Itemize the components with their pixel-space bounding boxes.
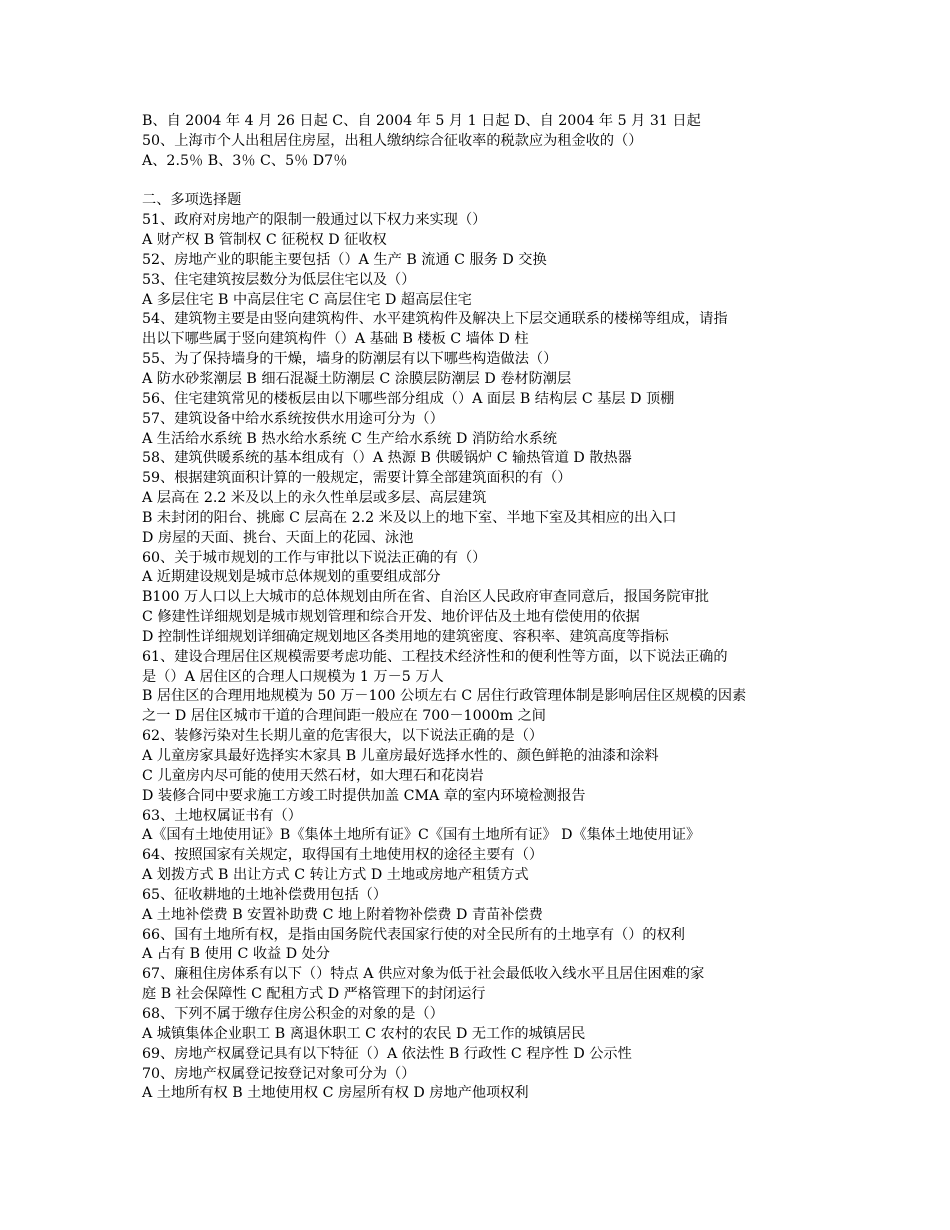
answer-options: A 层高在 2.2 米及以上的永久性单层或多层、高层建筑 (142, 490, 487, 507)
document-body (142, 112, 814, 1104)
answer-options: A、2.5％ B、3％ C、5％ D7％ (142, 152, 348, 169)
question-text: 55、为了保持墙身的干燥，墙身的防潮层有以下哪些构造做法（） (142, 351, 558, 368)
answer-options: C 儿童房内尽可能的使用天然石材，如大理石和花岗岩 (142, 767, 484, 784)
question-text: 57、建筑设备中给水系统按供水用途可分为（） (142, 410, 444, 427)
answer-options: A 土地所有权 B 土地使用权 C 房屋所有权 D 房地产他项权利 (142, 1085, 529, 1102)
answer-options: B 未封闭的阳台、挑廊 C 层高在 2.2 米及以上的地下室、半地下室及其相应的出入口 (142, 509, 677, 526)
question-text: 59、根据建筑面积计算的一般规定，需要计算全部建筑面积的有（） (142, 470, 572, 487)
text-line: 是（）A 居住区的合理人口规模为 1 万－5 万人 (142, 668, 444, 685)
question-text: 62、装修污染对生长期儿童的危害很大，以下说法正确的是（） (142, 728, 544, 745)
question-text: 60、关于城市规划的工作与审批以下说法正确的有（） (142, 549, 487, 566)
answer-options: A《国有土地使用证》B《集体土地所有证》C《国有土地所有证》 D《集体土地使用证》 (142, 827, 701, 844)
question-text: 61、建设合理居住区规模需要考虑功能、工程技术经济性和的便利性等方面，以下说法正确的 (142, 648, 728, 665)
answer-options: A 生活给水系统 B 热水给水系统 C 生产给水系统 D 消防给水系统 (142, 430, 557, 447)
text-line: 庭 B 社会保障性 C 配租方式 D 严格管理下的封闭运行 (142, 986, 486, 1003)
answer-options: A 土地补偿费 B 安置补助费 C 地上附着物补偿费 D 青苗补偿费 (142, 906, 543, 923)
question-text: 66、国有土地所有权，是指由国务院代表国家行使的对全民所有的土地享有（）的权利 (142, 926, 685, 943)
blank-line (142, 172, 814, 192)
question-text: 67、廉租住房体系有以下（）特点 A 供应对象为低于社会最低收入线水平且居住困难的家 (142, 966, 705, 983)
answer-options: A 多层住宅 B 中高层住宅 C 高层住宅 D 超高层住宅 (142, 291, 472, 308)
question-text: 56、住宅建筑常见的楼板层由以下哪些部分组成（）A 面层 B 结构层 C 基层 D 顶棚 (142, 390, 675, 407)
answer-options: B、自 2004 年 4 月 26 日起 C、自 2004 年 5 月 1 日起 D、自 2004 年 5 月 31 日起 (142, 113, 701, 129)
question-text: 65、征收耕地的土地补偿费用包括（） (142, 886, 388, 903)
answer-options: A 近期建设规划是城市总体规划的重要组成部分 (142, 569, 441, 586)
question-text: 51、政府对房地产的限制一般通过以下权力来实现（） (142, 212, 487, 229)
question-text: 52、房地产业的职能主要包括（）A 生产 B 流通 C 服务 D 交换 (142, 251, 547, 268)
answer-options: A 防水砂浆潮层 B 细石混凝土防潮层 C 涂膜层防潮层 D 卷材防潮层 (142, 370, 572, 387)
question-text: 50、上海市个人出租居住房屋，出租人缴纳综合征收率的税款应为租金收的（） (142, 132, 643, 149)
question-text: 64、按照国家有关规定，取得国有土地使用权的途径主要有（） (142, 847, 544, 864)
answer-options: D 装修合同中要求施工方竣工时提供加盖 CMA 章的室内环境检测报告 (142, 787, 586, 804)
answer-options: A 儿童房家具最好选择实木家具 B 儿童房最好选择水性的、颜色鲜艳的油漆和涂料 (142, 748, 659, 764)
answer-options: A 划拨方式 B 出让方式 C 转让方式 D 土地或房地产租赁方式 (142, 867, 529, 884)
section-heading: 二、多项选择题 (142, 192, 242, 209)
question-text: 68、下列不属于缴存住房公积金的对象的是（） (142, 1005, 444, 1022)
text-line: 之一 D 居住区城市干道的合理间距一般应在 700－1000m 之间 (142, 708, 546, 725)
question-text: 69、房地产权属登记具有以下特征（）A 依法性 B 行政性 C 程序性 D 公示性 (142, 1045, 632, 1062)
answer-options: D 房屋的天面、挑台、天面上的花园、泳池 (142, 529, 414, 546)
question-text: 70、房地产权属登记按登记对象可分为（） (142, 1065, 416, 1082)
question-text: 54、建筑物主要是由竖向建筑构件、水平建筑构件及解决上下层交通联系的楼梯等组成，请指 (142, 311, 728, 328)
answer-options: B100 万人口以上大城市的总体规划由所在省、自治区人民政府审查同意后，报国务院审批 (142, 589, 709, 606)
question-text: 53、住宅建筑按层数分为低层住宅以及（） (142, 271, 416, 288)
answer-options: C 修建性详细规划是城市规划管理和综合开发、地价评估及土地有偿使用的依据 (142, 609, 640, 626)
question-text: 58、建筑供暖系统的基本组成有（）A 热源 B 供暖锅炉 C 输热管道 D 散热器 (142, 450, 632, 467)
text-line: 出以下哪些属于竖向建筑构件（）A 基础 B 楼板 C 墙体 D 柱 (142, 331, 529, 348)
answer-options: A 城镇集体企业职工 B 离退休职工 C 农村的农民 D 无工作的城镇居民 (142, 1025, 586, 1042)
answer-options: D 控制性详细规划详细确定规划地区各类用地的建筑密度、容积率、建筑高度等指标 (142, 628, 669, 645)
question-text: 63、土地权属证书有（） (142, 807, 302, 824)
answer-options: A 财产权 B 管制权 C 征税权 D 征收权 (142, 232, 387, 249)
answer-options: B 居住区的合理用地规模为 50 万－100 公顷左右 C 居住行政管理体制是影响居住区规模的因素 (142, 688, 747, 705)
answer-options: A 占有 B 使用 C 收益 D 处分 (142, 946, 330, 963)
